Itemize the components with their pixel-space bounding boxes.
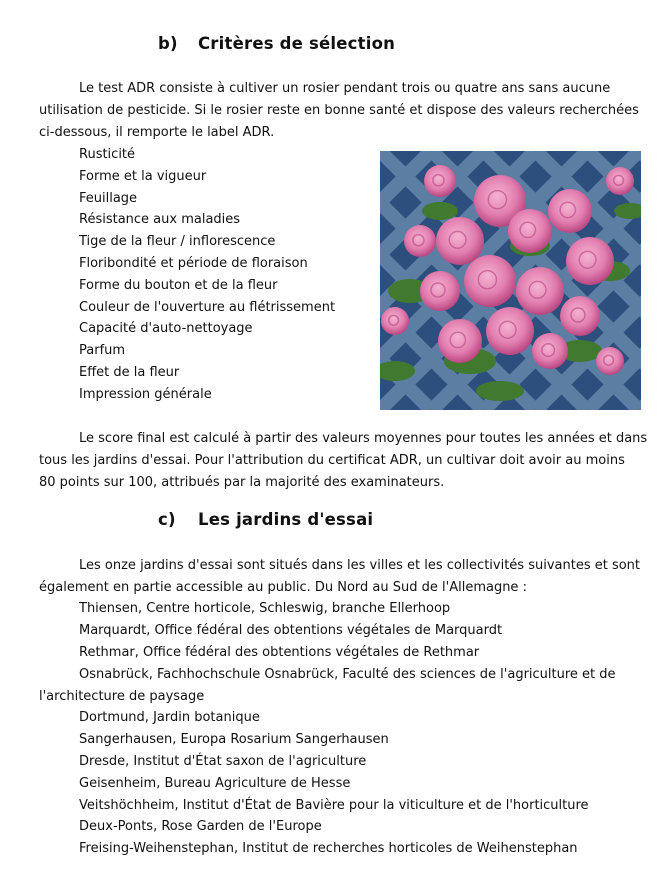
- rose-bloom: [464, 255, 516, 307]
- paragraph-line: utilisation de pesticide. Si le rosier reste en bonne santé et dispose des valeurs recherchées: [39, 103, 639, 118]
- rose-bloom: [548, 189, 592, 233]
- garden-item: l'architecture de paysage: [39, 689, 205, 704]
- section-title: Les jardins d'essai: [198, 510, 374, 529]
- garden-item: Dresde, Institut d'État saxon de l'agriculture: [79, 754, 367, 769]
- rose-bloom: [596, 347, 624, 375]
- paragraph-line: ci-dessous, il remporte le label ADR.: [39, 125, 275, 140]
- garden-item: Sangerhausen, Europa Rosarium Sangerhausen: [79, 732, 389, 747]
- rose-photo: [380, 151, 641, 410]
- criteria-item: Floribondité et période de floraison: [79, 256, 308, 271]
- criteria-item: Forme du bouton et de la fleur: [79, 278, 278, 293]
- rose-bloom: [486, 307, 534, 355]
- criteria-item: Forme et la vigueur: [79, 169, 207, 184]
- criteria-item: Tige de la fleur / inflorescence: [79, 234, 276, 249]
- criteria-item: Feuillage: [79, 191, 138, 206]
- garden-item: Rethmar, Office fédéral des obtentions végétales de Rethmar: [79, 645, 480, 660]
- garden-item: Osnabrück, Fachhochschule Osnabrück, Faculté des sciences de l'agriculture et de: [79, 667, 616, 682]
- rose-bloom: [436, 217, 484, 265]
- rose-bloom: [606, 167, 634, 195]
- rose-bloom: [420, 271, 460, 311]
- paragraph-line: tous les jardins d'essai. Pour l'attribution du certificat ADR, un cultivar doit avoir au moins: [39, 453, 625, 468]
- criteria-item: Capacité d'auto-nettoyage: [79, 321, 253, 336]
- rose-bloom: [424, 165, 456, 197]
- rose-bloom: [560, 296, 600, 336]
- rose-bloom: [532, 333, 568, 369]
- section-letter: b): [158, 34, 178, 53]
- rose-illustration: [380, 151, 641, 410]
- criteria-item: Parfum: [79, 343, 126, 358]
- paragraph-line: Les onze jardins d'essai sont situés dans les villes et les collectivités suivantes et sont: [79, 558, 641, 573]
- section-letter: c): [158, 510, 176, 529]
- garden-item: Freising-Weihenstephan, Institut de recherches horticoles de Weihenstephan: [79, 841, 578, 856]
- leaf: [476, 381, 524, 401]
- section-heading-gardens: [158, 510, 373, 529]
- rose-bloom: [508, 209, 552, 253]
- paragraph-line: également en partie accessible au public. Du Nord au Sud de l'Allemagne :: [39, 580, 527, 595]
- rose-bloom: [404, 225, 436, 257]
- rose-bloom: [516, 267, 564, 315]
- garden-item: Deux-Ponts, Rose Garden de l'Europe: [79, 819, 322, 834]
- leaf: [422, 202, 458, 220]
- rose-bloom: [438, 319, 482, 363]
- rose-bloom: [381, 307, 409, 335]
- garden-item: Dortmund, Jardin botanique: [79, 710, 260, 725]
- criteria-item: Couleur de l'ouverture au flétrissement: [79, 300, 336, 315]
- rose-bloom: [566, 237, 614, 285]
- paragraph-line: 80 points sur 100, attribués par la majorité des examinateurs.: [39, 475, 445, 490]
- section-heading-selection: [158, 34, 395, 53]
- paragraph-line: Le score final est calculé à partir des valeurs moyennes pour toutes les années et dans: [79, 431, 648, 446]
- paragraph-line: Le test ADR consiste à cultiver un rosier pendant trois ou quatre ans sans aucune: [79, 81, 611, 96]
- criteria-item: Rusticité: [79, 147, 136, 162]
- section-title: Critères de sélection: [198, 34, 396, 53]
- garden-item: Thiensen, Centre horticole, Schleswig, branche Ellerhoop: [79, 601, 451, 616]
- garden-item: Geisenheim, Bureau Agriculture de Hesse: [79, 776, 351, 791]
- garden-item: Veitshöchheim, Institut d'État de Bavière pour la viticulture et de l'horticulture: [79, 798, 589, 813]
- garden-item: Marquardt, Office fédéral des obtentions végétales de Marquardt: [79, 623, 503, 638]
- criteria-item: Effet de la fleur: [79, 365, 180, 380]
- criteria-item: Résistance aux maladies: [79, 212, 241, 227]
- criteria-item: Impression générale: [79, 387, 212, 402]
